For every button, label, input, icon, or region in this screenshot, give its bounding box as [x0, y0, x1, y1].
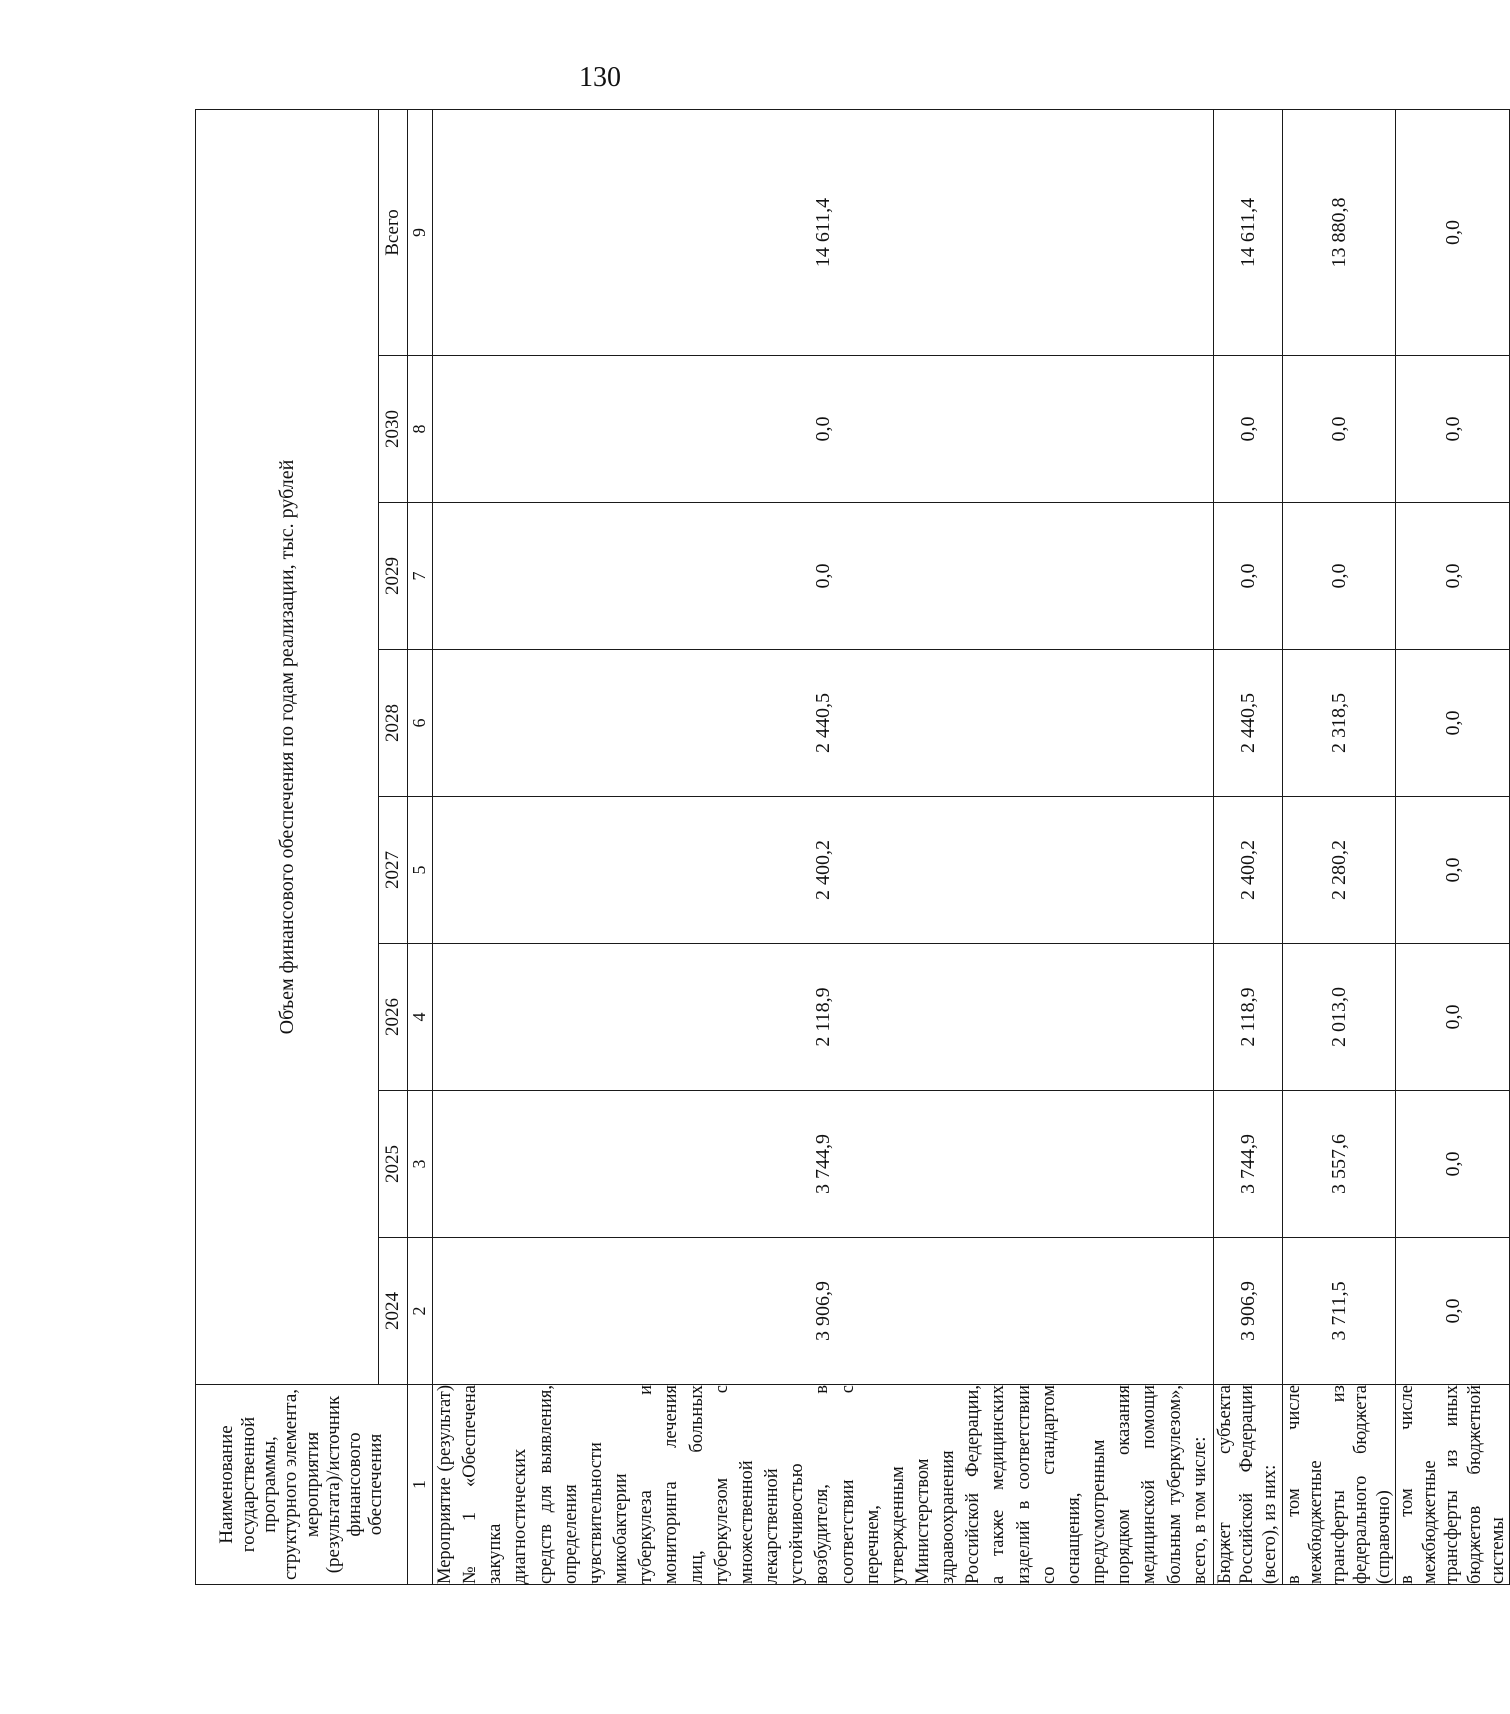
table-row — [433, 109, 1214, 1584]
row-label: в том числе межбюджетные трансферты из федерального бюджета (справочно) — [1282, 1385, 1396, 1585]
total-cell: 14 611,4 — [433, 109, 1214, 355]
table-row — [1282, 109, 1396, 1584]
value-cell: 0,0 — [1396, 356, 1510, 503]
column-number-row — [408, 109, 433, 1584]
value-cell: 0,0 — [1396, 503, 1510, 650]
year-header: 2026 — [379, 944, 408, 1091]
column-number: 7 — [408, 503, 433, 650]
value-cell: 3 557,6 — [1282, 1091, 1396, 1238]
volume-header: Объем финансового обеспечения по годам реализации, тыс. рублей — [196, 109, 379, 1384]
row-label: Мероприятие (результат) № 1 «Обеспечена закупка диагностических средств для выявления, определения чувствительности микобактерии туберкулеза и мониторинга лечения лиц, больных туберкулезом с множественной лекарственной устойчивостью возбудителя, в соответствии с перечнем, утвержденным Министерством здравоохранения Российской Федерации, а также медицинских изделий в соответствии со стандартом оснащения, предусмотренным порядком оказания медицинской помощи больным туберкулезом», всего, в том числе: — [433, 1385, 1214, 1585]
row-label: в том числе межбюджетные трансферты из иных бюджетов бюджетной системы — [1396, 1385, 1510, 1585]
total-cell: 13 880,8 — [1282, 109, 1396, 355]
value-cell: 2 118,9 — [433, 944, 1214, 1091]
page-number: 130 — [579, 62, 621, 93]
total-cell: 0,0 — [1396, 109, 1510, 355]
financing-table — [195, 109, 1510, 1585]
total-header: Всего — [379, 109, 408, 355]
financing-table-container — [195, 110, 1508, 1585]
value-cell: 0,0 — [1213, 356, 1282, 503]
value-cell: 2 400,2 — [433, 797, 1214, 944]
header-row — [196, 109, 379, 1584]
value-cell: 2 400,2 — [1213, 797, 1282, 944]
table-row — [1396, 109, 1510, 1584]
year-header: 2025 — [379, 1091, 408, 1238]
value-cell: 0,0 — [1396, 650, 1510, 797]
value-cell: 0,0 — [433, 503, 1214, 650]
year-header: 2024 — [379, 1238, 408, 1385]
value-cell: 0,0 — [1282, 356, 1396, 503]
column-number: 6 — [408, 650, 433, 797]
name-column-header: Наименование государственной программы, структурного элемента, мероприятия (результата)/источник финансового обеспечения — [196, 1385, 408, 1585]
value-cell: 3 711,5 — [1282, 1238, 1396, 1385]
column-number: 5 — [408, 797, 433, 944]
value-cell: 2 118,9 — [1213, 944, 1282, 1091]
value-cell: 0,0 — [433, 356, 1214, 503]
year-header: 2029 — [379, 503, 408, 650]
row-label: Бюджет субъекта Российской Федерации (всего), из них: — [1213, 1385, 1282, 1585]
value-cell: 2 280,2 — [1282, 797, 1396, 944]
value-cell: 0,0 — [1396, 1091, 1510, 1238]
year-header: 2030 — [379, 356, 408, 503]
column-number: 9 — [408, 109, 433, 355]
value-cell: 0,0 — [1396, 1238, 1510, 1385]
column-number: 8 — [408, 356, 433, 503]
value-cell: 0,0 — [1282, 503, 1396, 650]
table-row — [1213, 109, 1282, 1584]
value-cell: 2 318,5 — [1282, 650, 1396, 797]
year-header-row — [379, 109, 408, 1584]
value-cell: 3 744,9 — [1213, 1091, 1282, 1238]
column-number: 1 — [408, 1385, 433, 1585]
value-cell: 2 013,0 — [1282, 944, 1396, 1091]
value-cell: 0,0 — [1396, 944, 1510, 1091]
value-cell: 2 440,5 — [433, 650, 1214, 797]
column-number: 2 — [408, 1238, 433, 1385]
value-cell: 0,0 — [1213, 503, 1282, 650]
value-cell: 3 744,9 — [433, 1091, 1214, 1238]
column-number: 3 — [408, 1091, 433, 1238]
column-number: 4 — [408, 944, 433, 1091]
value-cell: 0,0 — [1396, 797, 1510, 944]
value-cell: 3 906,9 — [433, 1238, 1214, 1385]
value-cell: 2 440,5 — [1213, 650, 1282, 797]
value-cell: 3 906,9 — [1213, 1238, 1282, 1385]
year-header: 2028 — [379, 650, 408, 797]
total-cell: 14 611,4 — [1213, 109, 1282, 355]
year-header: 2027 — [379, 797, 408, 944]
